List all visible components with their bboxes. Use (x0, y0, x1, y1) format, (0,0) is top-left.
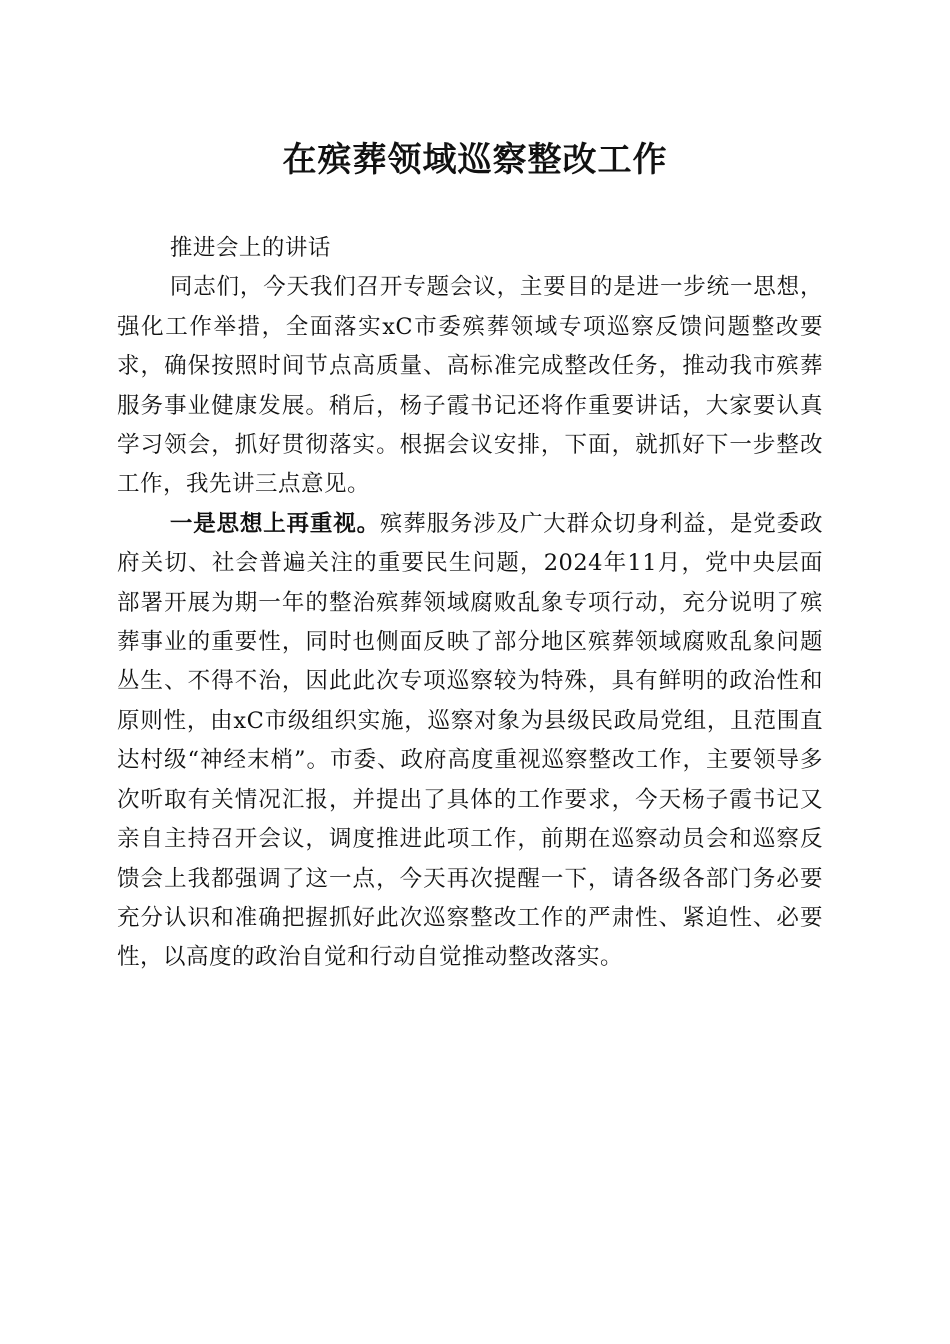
paragraph-point-one-lead: 一是思想上再重视。 (169, 510, 380, 537)
document-body (117, 229, 823, 978)
document-subtitle: 推进会上的讲话 (169, 235, 331, 261)
paragraph-point-one-body: 殡葬服务涉及广大群众切身利益，是党委政府关切、社会普遍关注的重要民生问题，2024年11月，党中央层面部署开展为期一年的整治殡葬领域腐败乱象专项行动，充分说明了殡葬事业的重要性，同时也侧面反映了部分地区殡葬领域腐败乱象问题丛生、不得不治，因此此次专项巡察较为特殊，具有鲜明的政治性和原则性，由xC市级组织实施，巡察对象为县级民政局党组，且范围直达村级“神经末梢”。市委、政府高度重视巡察整改工作，主要领导多次听取有关情况汇报，并提出了具体的工作要求，今天杨子霞书记又亲自主持召开会议，调度推进此项工作，前期在巡察动员会和巡察反馈会上我都强调了这一点，今天再次提醒一下，请各级各部门务必要充分认识和准确把握抓好此次巡察整改工作的严肃性、紧迫性、必要性，以高度的政治自觉和行动自觉推动整改落实。 (117, 510, 823, 971)
document-title: 在殡葬领域巡察整改工作 (282, 140, 668, 180)
paragraph-opening: 同志们，今天我们召开专题会议，主要目的是进一步统一思想，强化工作举措，全面落实xC市委殡葬领域专项巡察反馈问题整改要求，确保按照时间节点高质量、高标准完成整改任务，推动我市殡葬服务事业健康发展。稍后，杨子霞书记还将作重要讲话，大家要认真学习领会，抓好贯彻落实。根据会议安排，下面，就抓好下一步整改工作，我先讲三点意见。 (117, 274, 823, 498)
paragraph-point-one (117, 505, 823, 978)
